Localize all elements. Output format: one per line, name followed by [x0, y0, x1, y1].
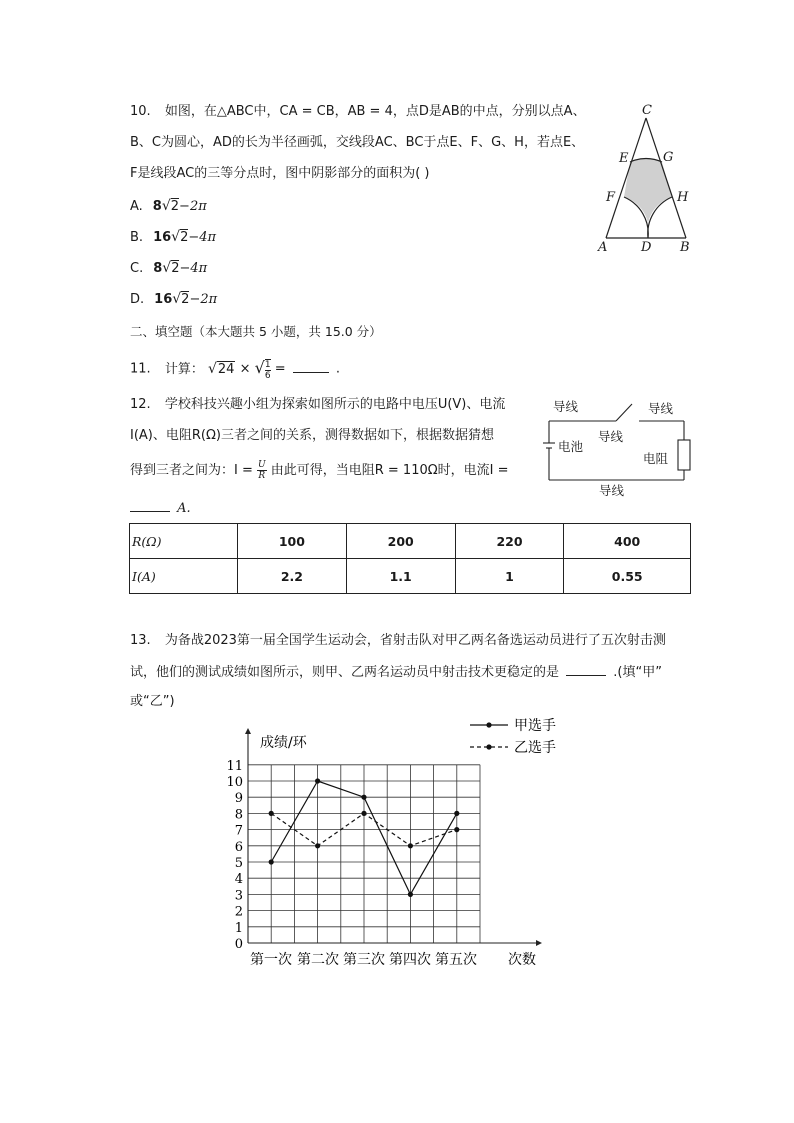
q10-number: 10. [130, 104, 151, 119]
label-a: A [598, 240, 608, 255]
series-point-2 [454, 827, 459, 832]
chart-y-label: 成绩/环 [260, 735, 307, 751]
table-cell-i: 1.1 [346, 559, 455, 594]
label-f: F [606, 190, 616, 205]
q13-text-2-end: .(填“甲” [613, 665, 662, 680]
label-wire-bottom: 导线 [599, 483, 625, 498]
chart-y-ticks [226, 759, 243, 952]
q11-prefix: 计算： [164, 361, 204, 377]
series-point-1 [454, 811, 459, 816]
chart-x-ticks [250, 952, 477, 968]
q11-period: . [335, 361, 341, 377]
option-sqrt: √2 [162, 260, 180, 276]
q10-option[interactable] [130, 260, 207, 276]
label-g: G [663, 150, 674, 165]
q13-line3: 或“乙”) [130, 694, 175, 709]
option-coef: 8 [153, 261, 163, 276]
q11-equals: = [274, 361, 286, 377]
option-rest: −4π [188, 230, 217, 245]
option-sqrt: √2 [172, 291, 190, 307]
x-tick-label: 第五次 [435, 952, 477, 968]
q11-answer-blank[interactable] [293, 360, 329, 373]
q12-frac-num: U [258, 460, 266, 470]
y-tick-label: 2 [234, 904, 243, 920]
option-letter: B. [130, 230, 144, 245]
label-d: D [641, 240, 652, 255]
q11-line [130, 355, 340, 383]
option-sqrt: √2 [171, 229, 189, 245]
y-tick-label: 11 [226, 758, 243, 774]
option-sqrt: √2 [161, 198, 180, 214]
y-axis-arrow [245, 728, 251, 734]
table-cell-i: 2.2 [238, 559, 347, 594]
table-row-r [130, 524, 691, 559]
label-wire-top-right: 导线 [648, 401, 674, 416]
q13-line1 [130, 632, 666, 650]
y-tick-label: 1 [234, 920, 243, 936]
label-b: B [680, 240, 690, 255]
label-wire-top-left: 导线 [553, 399, 579, 414]
option-rest: −4π [179, 261, 208, 276]
q11-number: 11. [130, 361, 151, 377]
option-coef: 16 [153, 230, 172, 245]
q13-text-2: 试，他们的测试成绩如图所示，则甲、乙两名运动员中射击技术更稳定的是 [130, 665, 560, 680]
legend-marker [486, 722, 491, 727]
q12-text-3a: 得到三者之间为：I = [130, 463, 257, 478]
q12-text-1: 学校科技兴趣小组为探索如图所示的电路中电压U(V)、电流 [164, 397, 506, 412]
q13-line2 [130, 663, 662, 682]
option-letter: C. [130, 261, 144, 276]
y-tick-label: 3 [234, 888, 243, 904]
q12-number: 12. [130, 397, 151, 412]
label-h: H [677, 190, 689, 205]
q10-option[interactable] [130, 198, 207, 214]
series-point-2 [269, 811, 274, 816]
series-point-2 [315, 843, 320, 848]
option-rest: −2π [189, 292, 218, 307]
option-rest: −2π [179, 199, 207, 214]
q12-fraction [257, 460, 267, 481]
option-radicand: 2 [181, 292, 190, 307]
q13-answer-blank[interactable] [566, 663, 606, 676]
q10-line3: F是线段AC的三等分点时，图中阴影部分的面积为( ) [130, 166, 430, 181]
option-radicand: 2 [170, 199, 180, 214]
circuit-diagram [540, 392, 700, 502]
q11-frac-den: 6 [264, 370, 271, 381]
table-row-i [130, 559, 691, 594]
score-line-chart [224, 712, 570, 974]
q12-line1 [130, 396, 505, 414]
y-tick-label: 0 [234, 937, 243, 952]
x-axis-arrow [536, 940, 542, 946]
series-point-2 [408, 843, 413, 848]
q12-frac-den: R [258, 471, 266, 481]
x-tick-label: 第三次 [343, 952, 385, 968]
table-cell-r: 200 [346, 524, 455, 559]
option-coef: 16 [154, 292, 173, 307]
q12-line2: I(A)、电阻R(Ω)三者之间的关系，测得数据如下，根据数据猜想 [130, 428, 494, 443]
series-point-1 [269, 859, 274, 864]
label-battery: 电池 [558, 439, 584, 454]
q10-line1 [130, 103, 586, 121]
table-header-i: I(A) [130, 559, 238, 594]
y-tick-label: 5 [234, 856, 243, 871]
option-coef: 8 [152, 199, 162, 214]
q13-text-1: 为备战2023第一届全国学生运动会，省射击队对甲乙两名备选运动员进行了五次射击测 [164, 633, 666, 648]
chart-axes [245, 728, 542, 946]
section-title: 二、填空题（本大题共 5 小题，共 15.0 分） [130, 324, 382, 339]
x-tick-label: 第一次 [250, 952, 292, 968]
table-cell-r: 100 [238, 524, 347, 559]
q12-line3 [130, 460, 509, 482]
table-cell-i: 0.55 [564, 559, 691, 594]
series-point-1 [408, 892, 413, 897]
chart-legend [470, 718, 556, 756]
legend-label: 乙选手 [514, 740, 556, 756]
q11-radicand: 24 [217, 361, 235, 377]
option-letter: A. [130, 199, 143, 214]
label-wire-middle: 导线 [598, 429, 624, 444]
q10-text-1: 如图，在△ABC中，CA = CB，AB = 4，点D是AB的中点，分别以点A、 [164, 104, 586, 119]
series-point-1 [315, 778, 320, 783]
chart-x-label: 次数 [508, 952, 536, 968]
table-cell-r: 220 [455, 524, 564, 559]
series-point-1 [361, 795, 366, 800]
q12-line4 [130, 499, 191, 518]
label-c: C [642, 103, 652, 118]
y-tick-label: 9 [234, 791, 243, 807]
y-tick-label: 4 [234, 872, 243, 888]
resistor [678, 440, 690, 470]
q11-sqrt24: √24 [207, 360, 235, 377]
q11-times: × [239, 361, 251, 377]
q11-sqrt-frac: √ $\frac{1}{6}$ [254, 358, 271, 381]
y-tick-label: 7 [234, 823, 243, 839]
q11-frac-num: 1 [264, 359, 271, 370]
chart-grid [248, 765, 480, 943]
table-header-r: R(Ω) [130, 524, 238, 559]
q12-text-3b: 由此可得，当电阻R = 110Ω时，电流I = [270, 463, 509, 478]
option-letter: D. [130, 292, 145, 307]
table-cell-r: 400 [564, 524, 691, 559]
x-tick-label: 第二次 [297, 952, 339, 968]
label-e: E [619, 151, 629, 166]
series-point-2 [361, 811, 366, 816]
y-tick-label: 8 [234, 807, 243, 823]
y-tick-label: 6 [234, 839, 243, 855]
legend-marker [486, 744, 491, 749]
q10-option[interactable] [130, 229, 216, 245]
x-tick-label: 第四次 [389, 952, 431, 968]
q10-option[interactable] [130, 291, 217, 307]
label-resistor: 电阻 [643, 451, 669, 466]
q10-line2: B、C为圆心，AD的长为半径画弧，交线段AC、BC于点E、F、G、H，若点E、 [130, 135, 585, 150]
y-tick-label: 10 [226, 775, 243, 790]
option-radicand: 2 [180, 230, 189, 245]
q12-unit: A. [177, 501, 191, 516]
legend-label: 甲选手 [514, 718, 556, 734]
resistance-current-table [129, 523, 691, 594]
switch [616, 404, 632, 421]
q12-answer-blank[interactable] [130, 499, 170, 512]
q13-number: 13. [130, 633, 151, 648]
option-radicand: 2 [171, 261, 180, 276]
table-cell-i: 1 [455, 559, 564, 594]
triangle-figure [596, 100, 696, 260]
